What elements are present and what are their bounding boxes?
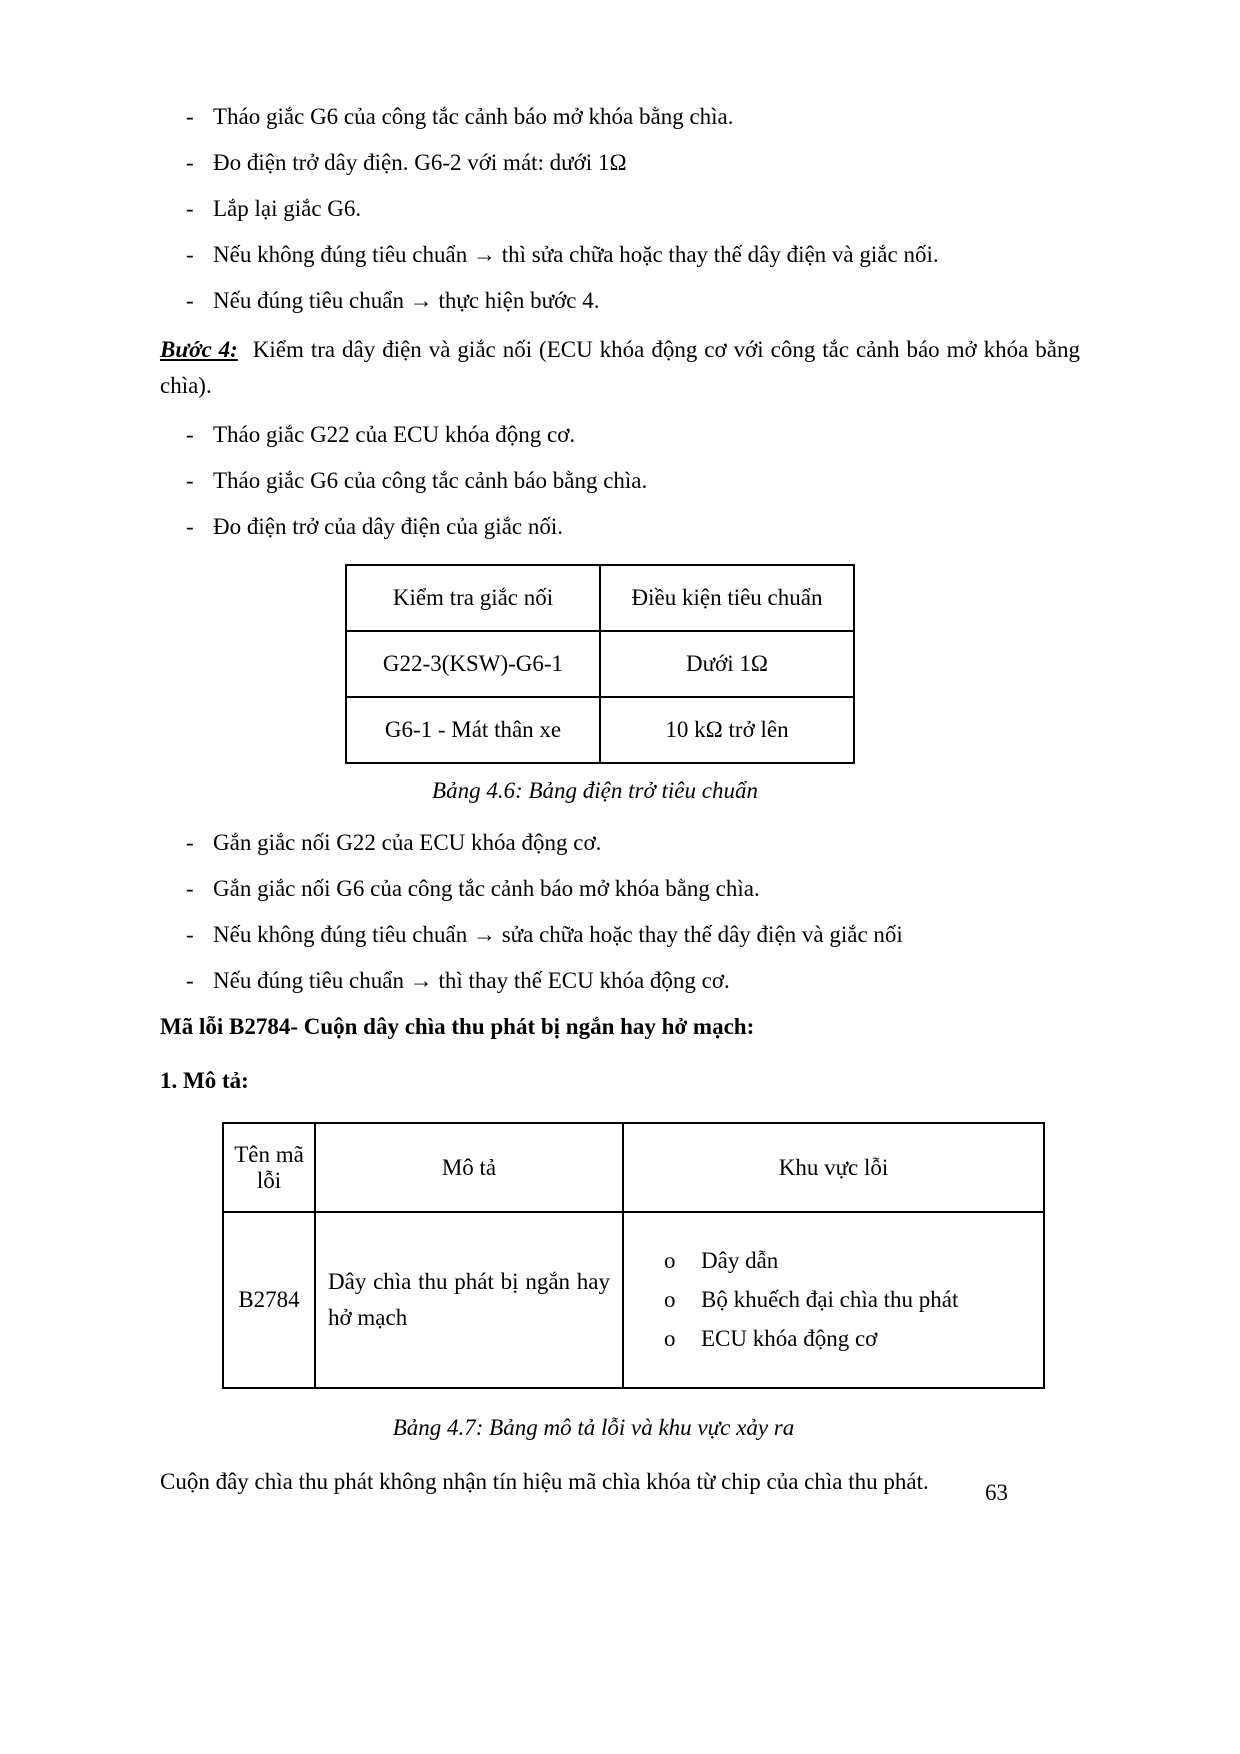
circle-bullet-marker: o (664, 1326, 676, 1351)
list-item-text: Gắn giắc nối G22 của ECU khóa động cơ. (213, 830, 602, 855)
list-item-text: Đo điện trở của dây điện của giắc nối. (213, 514, 564, 539)
list-item-text: Dây dẫn (701, 1248, 779, 1273)
error-area-cell (623, 1212, 1044, 1388)
list-item (186, 466, 1080, 496)
error-code-heading: Mã lỗi B2784- Cuộn dây chìa thu phát bị ngắn hay hở mạch: (160, 1014, 755, 1039)
bullet-marker: - (186, 514, 194, 539)
step4-paragraph (160, 332, 1080, 404)
bullet-marker: - (186, 196, 194, 221)
table-header-cell: Mô tả (315, 1123, 623, 1212)
list-item-text: Bộ khuếch đại chìa thu phát (701, 1287, 959, 1312)
table-row (223, 1212, 1044, 1388)
list-item (186, 194, 1080, 224)
table-row (346, 631, 854, 697)
table-cell: G6-1 - Mát thân xe (346, 697, 600, 763)
step4-text: Kiểm tra dây điện và giắc nối (ECU khóa động cơ với công tắc cảnh báo mở khóa bằng chìa). (160, 337, 1080, 398)
table-row (346, 697, 854, 763)
page-number: 63 (985, 1480, 1008, 1505)
list-item (186, 828, 1080, 858)
step4-label: Bước 4: (160, 337, 238, 362)
bullet-marker: - (186, 968, 194, 993)
bullet-marker: - (186, 830, 194, 855)
table-header-cell: Tên mã lỗi (223, 1123, 315, 1212)
bullet-marker: - (186, 468, 194, 493)
list-item (186, 874, 1080, 904)
bullet-marker: - (186, 104, 194, 129)
error-description-cell: Dây chìa thu phát bị ngắn hay hở mạch (315, 1212, 623, 1388)
table-cell: 10 kΩ trở lên (600, 697, 854, 763)
table-cell: G22-3(KSW)-G6-1 (346, 631, 600, 697)
list-item (186, 286, 1080, 316)
list-item-text: Lắp lại giắc G6. (213, 196, 362, 221)
table-cell: Dưới 1Ω (600, 631, 854, 697)
bullet-marker: - (186, 422, 194, 447)
list-item-text: Đo điện trở dây điện. G6-2 với mát: dưới 1Ω (213, 150, 627, 175)
circle-bullet-marker: o (664, 1248, 676, 1273)
table-header-cell: Khu vực lỗi (623, 1123, 1044, 1212)
bullet-marker: - (186, 150, 194, 175)
table-header-row (223, 1123, 1044, 1212)
table-header-cell: Kiểm tra giắc nối (346, 565, 600, 631)
list-item (186, 240, 1080, 270)
list-item-text: Nếu không đúng tiêu chuẩn → thì sửa chữa hoặc thay thế dây điện và giắc nối. (213, 242, 939, 267)
description-heading: 1. Mô tả: (160, 1068, 249, 1093)
list-item-text: ECU khóa động cơ (701, 1326, 878, 1351)
error-description-table (222, 1122, 1045, 1389)
circle-bullet-marker: o (664, 1287, 676, 1312)
list-item (186, 512, 1080, 542)
list-item-text: Nếu đúng tiêu chuẩn → thực hiện bước 4. (213, 288, 600, 313)
table-4-6-caption: Bảng 4.6: Bảng điện trở tiêu chuẩn (432, 778, 758, 803)
table-header-row (346, 565, 854, 631)
list-item (664, 1285, 1037, 1315)
table-4-7-caption: Bảng 4.7: Bảng mô tả lỗi và khu vực xảy ra (392, 1415, 795, 1440)
list-item (186, 966, 1080, 996)
resistance-standard-table (345, 564, 855, 764)
list-item (186, 148, 1080, 178)
list-item (186, 102, 1080, 132)
error-code-cell: B2784 (223, 1212, 315, 1388)
list-item (664, 1246, 1037, 1276)
list-item (664, 1324, 1037, 1354)
list-item (186, 420, 1080, 450)
bullet-marker: - (186, 876, 194, 901)
list-item-text: Nếu đúng tiêu chuẩn → thì thay thế ECU khóa động cơ. (213, 968, 730, 993)
list-item-text: Tháo giắc G6 của công tắc cảnh báo bằng chìa. (213, 468, 648, 493)
bullet-marker: - (186, 922, 194, 947)
list-item-text: Nếu không đúng tiêu chuẩn → sửa chữa hoặc thay thế dây điện và giắc nối (213, 922, 903, 947)
list-item-text: Gắn giắc nối G6 của công tắc cảnh báo mở khóa bằng chìa. (213, 876, 760, 901)
list-item-text: Tháo giắc G22 của ECU khóa động cơ. (213, 422, 576, 447)
closing-paragraph: Cuộn đây chìa thu phát không nhận tín hiệu mã chìa khóa từ chip của chìa thu phát. (160, 1469, 929, 1494)
list-item (186, 920, 1080, 950)
bullet-marker: - (186, 242, 194, 267)
list-item-text: Tháo giắc G6 của công tắc cảnh báo mở khóa bằng chìa. (213, 104, 734, 129)
bullet-marker: - (186, 288, 194, 313)
table-header-cell: Điều kiện tiêu chuẩn (600, 565, 854, 631)
